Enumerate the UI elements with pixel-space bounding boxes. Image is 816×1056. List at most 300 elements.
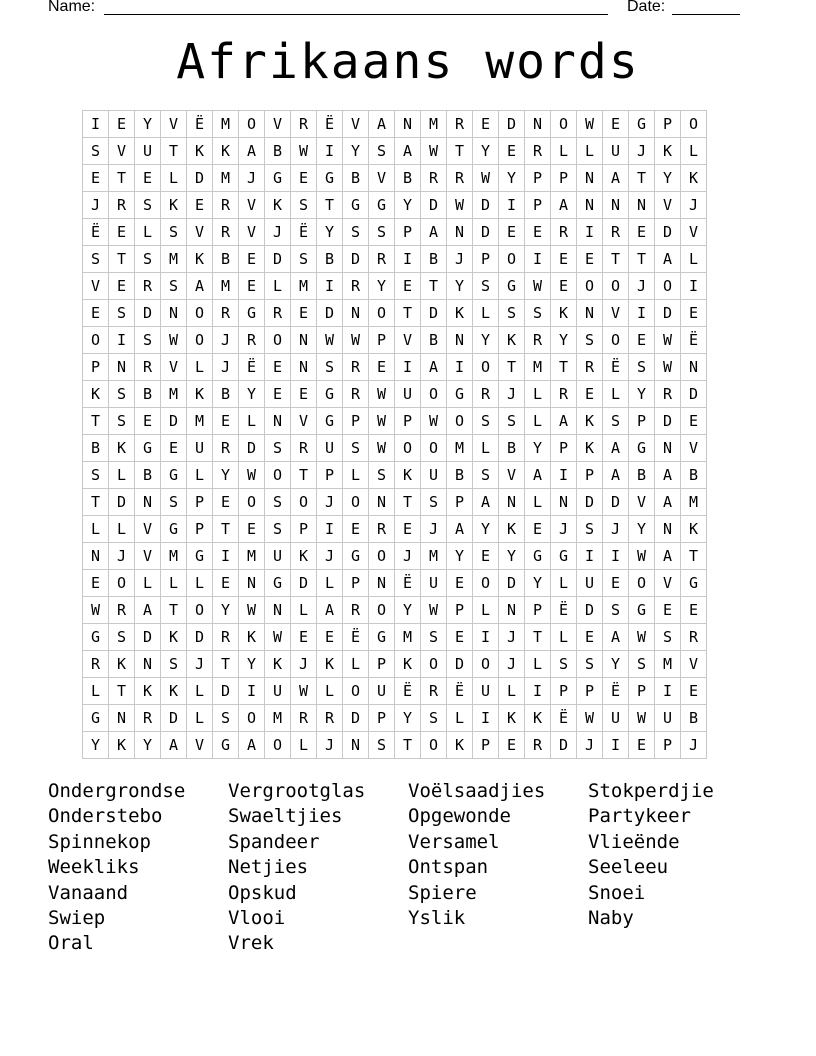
grid-cell: U: [395, 381, 421, 408]
grid-cell: O: [239, 489, 265, 516]
grid-cell: G: [629, 435, 655, 462]
grid-cell: M: [655, 651, 681, 678]
grid-cell: G: [447, 381, 473, 408]
grid-cell: K: [109, 732, 135, 759]
word-list-item: Yslik: [408, 906, 466, 929]
grid-cell: Ë: [395, 570, 421, 597]
grid-cell: S: [161, 273, 187, 300]
grid-cell: J: [629, 138, 655, 165]
grid-cell: I: [681, 273, 707, 300]
word-list-item: Onderstebo: [48, 805, 163, 828]
grid-cell: I: [473, 624, 499, 651]
grid-cell: L: [187, 678, 213, 705]
grid-cell: P: [629, 678, 655, 705]
grid-cell: Ë: [551, 597, 577, 624]
grid-cell: J: [187, 651, 213, 678]
grid-cell: L: [83, 678, 109, 705]
grid-cell: M: [421, 543, 447, 570]
grid-cell: N: [577, 300, 603, 327]
grid-cell: G: [187, 543, 213, 570]
grid-cell: J: [317, 489, 343, 516]
grid-cell: Ë: [447, 678, 473, 705]
grid-cell: P: [655, 732, 681, 759]
grid-cell: L: [109, 516, 135, 543]
grid-cell: V: [109, 138, 135, 165]
grid-cell: P: [551, 165, 577, 192]
grid-cell: E: [551, 246, 577, 273]
grid-cell: W: [343, 327, 369, 354]
grid-cell: P: [395, 219, 421, 246]
grid-cell: P: [291, 516, 317, 543]
grid-cell: S: [135, 327, 161, 354]
grid-cell: G: [265, 165, 291, 192]
grid-cell: Y: [447, 273, 473, 300]
grid-cell: P: [447, 489, 473, 516]
grid-cell: I: [577, 543, 603, 570]
grid-cell: B: [343, 165, 369, 192]
grid-cell: N: [291, 327, 317, 354]
grid-cell: S: [473, 408, 499, 435]
word-list-item: Spinnekop: [48, 830, 151, 853]
grid-cell: T: [317, 192, 343, 219]
grid-cell: U: [473, 678, 499, 705]
grid-cell: D: [265, 246, 291, 273]
grid-cell: Y: [83, 732, 109, 759]
grid-cell: S: [369, 219, 395, 246]
grid-cell: E: [577, 624, 603, 651]
grid-cell: U: [187, 435, 213, 462]
grid-cell: S: [369, 732, 395, 759]
grid-cell: U: [603, 138, 629, 165]
grid-cell: V: [395, 327, 421, 354]
grid-cell: T: [395, 732, 421, 759]
grid-cell: J: [629, 273, 655, 300]
grid-cell: E: [681, 678, 707, 705]
grid-cell: D: [473, 192, 499, 219]
grid-cell: W: [655, 327, 681, 354]
grid-cell: K: [135, 678, 161, 705]
grid-cell: S: [109, 624, 135, 651]
grid-cell: V: [681, 219, 707, 246]
grid-cell: T: [83, 489, 109, 516]
grid-cell: Y: [135, 732, 161, 759]
grid-cell: J: [109, 543, 135, 570]
grid-cell: M: [239, 543, 265, 570]
grid-cell: I: [109, 327, 135, 354]
grid-cell: O: [447, 408, 473, 435]
grid-cell: K: [499, 516, 525, 543]
grid-cell: R: [369, 246, 395, 273]
grid-cell: O: [83, 327, 109, 354]
grid-cell: V: [161, 354, 187, 381]
grid-cell: Y: [395, 192, 421, 219]
word-list-item: Partykeer: [588, 805, 691, 828]
grid-cell: Y: [369, 273, 395, 300]
grid-cell: L: [603, 381, 629, 408]
grid-cell: W: [83, 597, 109, 624]
grid-cell: T: [681, 543, 707, 570]
grid-cell: D: [343, 705, 369, 732]
grid-cell: N: [369, 570, 395, 597]
grid-cell: R: [239, 327, 265, 354]
grid-cell: Ë: [603, 678, 629, 705]
grid-cell: L: [681, 246, 707, 273]
grid-cell: Ë: [395, 678, 421, 705]
grid-cell: M: [213, 165, 239, 192]
grid-cell: D: [681, 381, 707, 408]
grid-cell: P: [187, 489, 213, 516]
grid-cell: A: [473, 489, 499, 516]
grid-cell: B: [83, 435, 109, 462]
grid-cell: W: [525, 273, 551, 300]
grid-cell: N: [655, 435, 681, 462]
grid-cell: W: [577, 705, 603, 732]
grid-cell: O: [473, 354, 499, 381]
grid-cell: Y: [603, 651, 629, 678]
grid-cell: E: [395, 516, 421, 543]
grid-cell: S: [577, 516, 603, 543]
grid-cell: D: [421, 192, 447, 219]
grid-cell: G: [161, 516, 187, 543]
grid-cell: B: [317, 246, 343, 273]
grid-cell: E: [161, 435, 187, 462]
grid-cell: B: [499, 435, 525, 462]
grid-cell: S: [577, 651, 603, 678]
grid-cell: E: [291, 165, 317, 192]
grid-cell: G: [629, 111, 655, 138]
grid-cell: I: [213, 543, 239, 570]
grid-cell: Y: [473, 138, 499, 165]
grid-cell: O: [421, 381, 447, 408]
grid-cell: E: [681, 597, 707, 624]
grid-cell: I: [577, 219, 603, 246]
grid-cell: B: [681, 705, 707, 732]
grid-cell: K: [681, 516, 707, 543]
grid-cell: B: [395, 165, 421, 192]
grid-cell: W: [421, 138, 447, 165]
grid-cell: D: [161, 408, 187, 435]
word-list-item: Snoei: [588, 881, 646, 904]
grid-cell: N: [551, 489, 577, 516]
grid-cell: D: [317, 300, 343, 327]
grid-cell: D: [187, 165, 213, 192]
grid-cell: T: [525, 624, 551, 651]
grid-cell: S: [577, 327, 603, 354]
grid-cell: U: [577, 570, 603, 597]
grid-cell: E: [629, 219, 655, 246]
grid-cell: E: [343, 516, 369, 543]
grid-cell: R: [343, 597, 369, 624]
grid-cell: V: [161, 111, 187, 138]
grid-cell: O: [473, 570, 499, 597]
grid-cell: O: [343, 678, 369, 705]
grid-cell: A: [551, 408, 577, 435]
grid-cell: E: [265, 381, 291, 408]
grid-cell: O: [421, 732, 447, 759]
worksheet-header: [48, 0, 748, 20]
grid-cell: W: [291, 138, 317, 165]
grid-cell: L: [551, 138, 577, 165]
grid-cell: E: [109, 273, 135, 300]
grid-cell: N: [603, 192, 629, 219]
grid-cell: Y: [473, 516, 499, 543]
grid-cell: Ë: [551, 705, 577, 732]
grid-cell: T: [447, 138, 473, 165]
grid-cell: I: [447, 354, 473, 381]
grid-cell: J: [499, 624, 525, 651]
grid-cell: L: [187, 462, 213, 489]
grid-cell: E: [83, 165, 109, 192]
word-list-item: Opgewonde: [408, 805, 511, 828]
grid-cell: L: [187, 705, 213, 732]
grid-cell: B: [213, 381, 239, 408]
grid-cell: T: [629, 246, 655, 273]
grid-cell: E: [473, 543, 499, 570]
word-list-item: Oral: [48, 932, 94, 955]
grid-cell: E: [83, 570, 109, 597]
grid-cell: A: [421, 354, 447, 381]
grid-cell: A: [603, 165, 629, 192]
grid-cell: O: [265, 327, 291, 354]
grid-cell: W: [629, 705, 655, 732]
grid-cell: O: [551, 111, 577, 138]
grid-cell: A: [135, 597, 161, 624]
grid-cell: K: [291, 543, 317, 570]
grid-cell: J: [577, 732, 603, 759]
grid-cell: L: [135, 570, 161, 597]
grid-cell: T: [109, 678, 135, 705]
grid-cell: R: [213, 300, 239, 327]
grid-cell: N: [369, 489, 395, 516]
grid-cell: S: [421, 624, 447, 651]
grid-cell: G: [343, 192, 369, 219]
grid-cell: L: [187, 354, 213, 381]
grid-cell: I: [525, 678, 551, 705]
grid-cell: E: [109, 111, 135, 138]
grid-cell: E: [187, 192, 213, 219]
grid-cell: M: [395, 624, 421, 651]
grid-cell: E: [499, 138, 525, 165]
grid-cell: T: [551, 354, 577, 381]
grid-cell: P: [369, 651, 395, 678]
grid-cell: G: [161, 462, 187, 489]
grid-cell: G: [343, 543, 369, 570]
grid-cell: R: [213, 435, 239, 462]
grid-cell: I: [603, 543, 629, 570]
grid-cell: O: [109, 570, 135, 597]
grid-cell: T: [213, 516, 239, 543]
grid-cell: N: [447, 219, 473, 246]
grid-cell: Y: [395, 597, 421, 624]
grid-cell: R: [213, 624, 239, 651]
grid-cell: V: [265, 111, 291, 138]
grid-cell: R: [135, 354, 161, 381]
grid-cell: E: [603, 111, 629, 138]
grid-cell: W: [369, 435, 395, 462]
grid-cell: W: [369, 408, 395, 435]
grid-cell: S: [629, 651, 655, 678]
grid-cell: L: [187, 570, 213, 597]
grid-cell: Ë: [291, 219, 317, 246]
grid-cell: O: [421, 435, 447, 462]
grid-cell: P: [343, 570, 369, 597]
grid-cell: I: [473, 705, 499, 732]
grid-cell: W: [473, 165, 499, 192]
grid-cell: J: [317, 543, 343, 570]
grid-cell: N: [629, 192, 655, 219]
grid-cell: M: [525, 354, 551, 381]
grid-cell: S: [551, 651, 577, 678]
word-list-item: Netjies: [228, 856, 309, 879]
grid-cell: Y: [629, 381, 655, 408]
grid-cell: G: [525, 543, 551, 570]
grid-cell: K: [161, 624, 187, 651]
grid-cell: D: [447, 651, 473, 678]
grid-cell: B: [135, 381, 161, 408]
word-list-item: Vlooi: [228, 906, 286, 929]
grid-cell: I: [395, 354, 421, 381]
grid-cell: V: [655, 570, 681, 597]
grid-cell: M: [213, 273, 239, 300]
grid-cell: P: [551, 678, 577, 705]
grid-cell: D: [551, 732, 577, 759]
grid-cell: K: [161, 678, 187, 705]
grid-cell: B: [421, 327, 447, 354]
grid-cell: A: [239, 138, 265, 165]
grid-cell: J: [499, 381, 525, 408]
grid-cell: S: [369, 138, 395, 165]
grid-cell: B: [629, 462, 655, 489]
grid-cell: U: [369, 678, 395, 705]
grid-cell: L: [317, 570, 343, 597]
grid-cell: T: [421, 273, 447, 300]
grid-cell: P: [395, 408, 421, 435]
grid-cell: G: [629, 597, 655, 624]
grid-cell: V: [187, 732, 213, 759]
grid-cell: J: [603, 516, 629, 543]
grid-cell: N: [135, 489, 161, 516]
grid-cell: S: [265, 516, 291, 543]
grid-cell: E: [447, 570, 473, 597]
grid-cell: O: [603, 327, 629, 354]
grid-cell: J: [239, 165, 265, 192]
grid-cell: K: [447, 732, 473, 759]
grid-cell: P: [655, 111, 681, 138]
grid-cell: W: [447, 192, 473, 219]
grid-cell: N: [395, 111, 421, 138]
grid-cell: N: [265, 597, 291, 624]
grid-cell: E: [577, 246, 603, 273]
grid-cell: A: [603, 435, 629, 462]
grid-cell: W: [369, 381, 395, 408]
grid-cell: O: [629, 570, 655, 597]
grid-cell: O: [187, 327, 213, 354]
grid-cell: A: [655, 246, 681, 273]
grid-cell: A: [603, 624, 629, 651]
grid-cell: P: [317, 462, 343, 489]
grid-cell: D: [135, 624, 161, 651]
grid-cell: M: [213, 111, 239, 138]
grid-cell: E: [291, 300, 317, 327]
grid-cell: J: [83, 192, 109, 219]
grid-cell: I: [317, 273, 343, 300]
grid-cell: G: [369, 624, 395, 651]
grid-cell: K: [161, 192, 187, 219]
grid-cell: E: [213, 489, 239, 516]
grid-cell: V: [187, 219, 213, 246]
grid-cell: A: [239, 732, 265, 759]
grid-cell: Y: [135, 111, 161, 138]
grid-cell: S: [421, 489, 447, 516]
grid-cell: R: [551, 219, 577, 246]
grid-cell: K: [187, 138, 213, 165]
grid-cell: D: [655, 300, 681, 327]
grid-cell: P: [525, 165, 551, 192]
grid-cell: I: [239, 678, 265, 705]
grid-cell: A: [551, 192, 577, 219]
grid-cell: G: [681, 570, 707, 597]
grid-cell: P: [369, 327, 395, 354]
grid-cell: R: [551, 381, 577, 408]
word-list-item: Ontspan: [408, 856, 489, 879]
grid-cell: P: [525, 597, 551, 624]
grid-cell: I: [317, 138, 343, 165]
grid-cell: Ë: [603, 354, 629, 381]
grid-cell: N: [83, 543, 109, 570]
grid-cell: V: [681, 651, 707, 678]
grid-cell: K: [447, 300, 473, 327]
grid-cell: E: [83, 300, 109, 327]
grid-cell: L: [499, 678, 525, 705]
grid-cell: E: [239, 246, 265, 273]
grid-cell: L: [161, 165, 187, 192]
grid-cell: W: [239, 462, 265, 489]
grid-cell: V: [239, 219, 265, 246]
grid-cell: S: [369, 462, 395, 489]
grid-cell: M: [161, 381, 187, 408]
grid-cell: A: [655, 489, 681, 516]
grid-cell: L: [551, 624, 577, 651]
grid-cell: Y: [525, 570, 551, 597]
grid-cell: U: [603, 705, 629, 732]
grid-cell: K: [395, 462, 421, 489]
grid-cell: Y: [525, 435, 551, 462]
grid-cell: Y: [239, 651, 265, 678]
grid-cell: R: [421, 678, 447, 705]
grid-cell: L: [317, 678, 343, 705]
grid-cell: E: [681, 300, 707, 327]
grid-cell: O: [239, 705, 265, 732]
grid-cell: I: [499, 192, 525, 219]
grid-cell: E: [135, 408, 161, 435]
grid-cell: L: [473, 597, 499, 624]
grid-cell: P: [187, 516, 213, 543]
grid-cell: N: [239, 570, 265, 597]
grid-cell: O: [421, 651, 447, 678]
grid-cell: W: [161, 327, 187, 354]
grid-cell: Y: [473, 327, 499, 354]
grid-cell: Ë: [317, 111, 343, 138]
grid-cell: M: [681, 489, 707, 516]
grid-cell: T: [629, 165, 655, 192]
grid-cell: P: [473, 732, 499, 759]
grid-cell: K: [681, 165, 707, 192]
word-search-grid: [82, 110, 707, 759]
grid-cell: O: [577, 273, 603, 300]
grid-cell: B: [447, 462, 473, 489]
grid-cell: I: [83, 111, 109, 138]
word-list-item: Ondergrondse: [48, 780, 186, 802]
